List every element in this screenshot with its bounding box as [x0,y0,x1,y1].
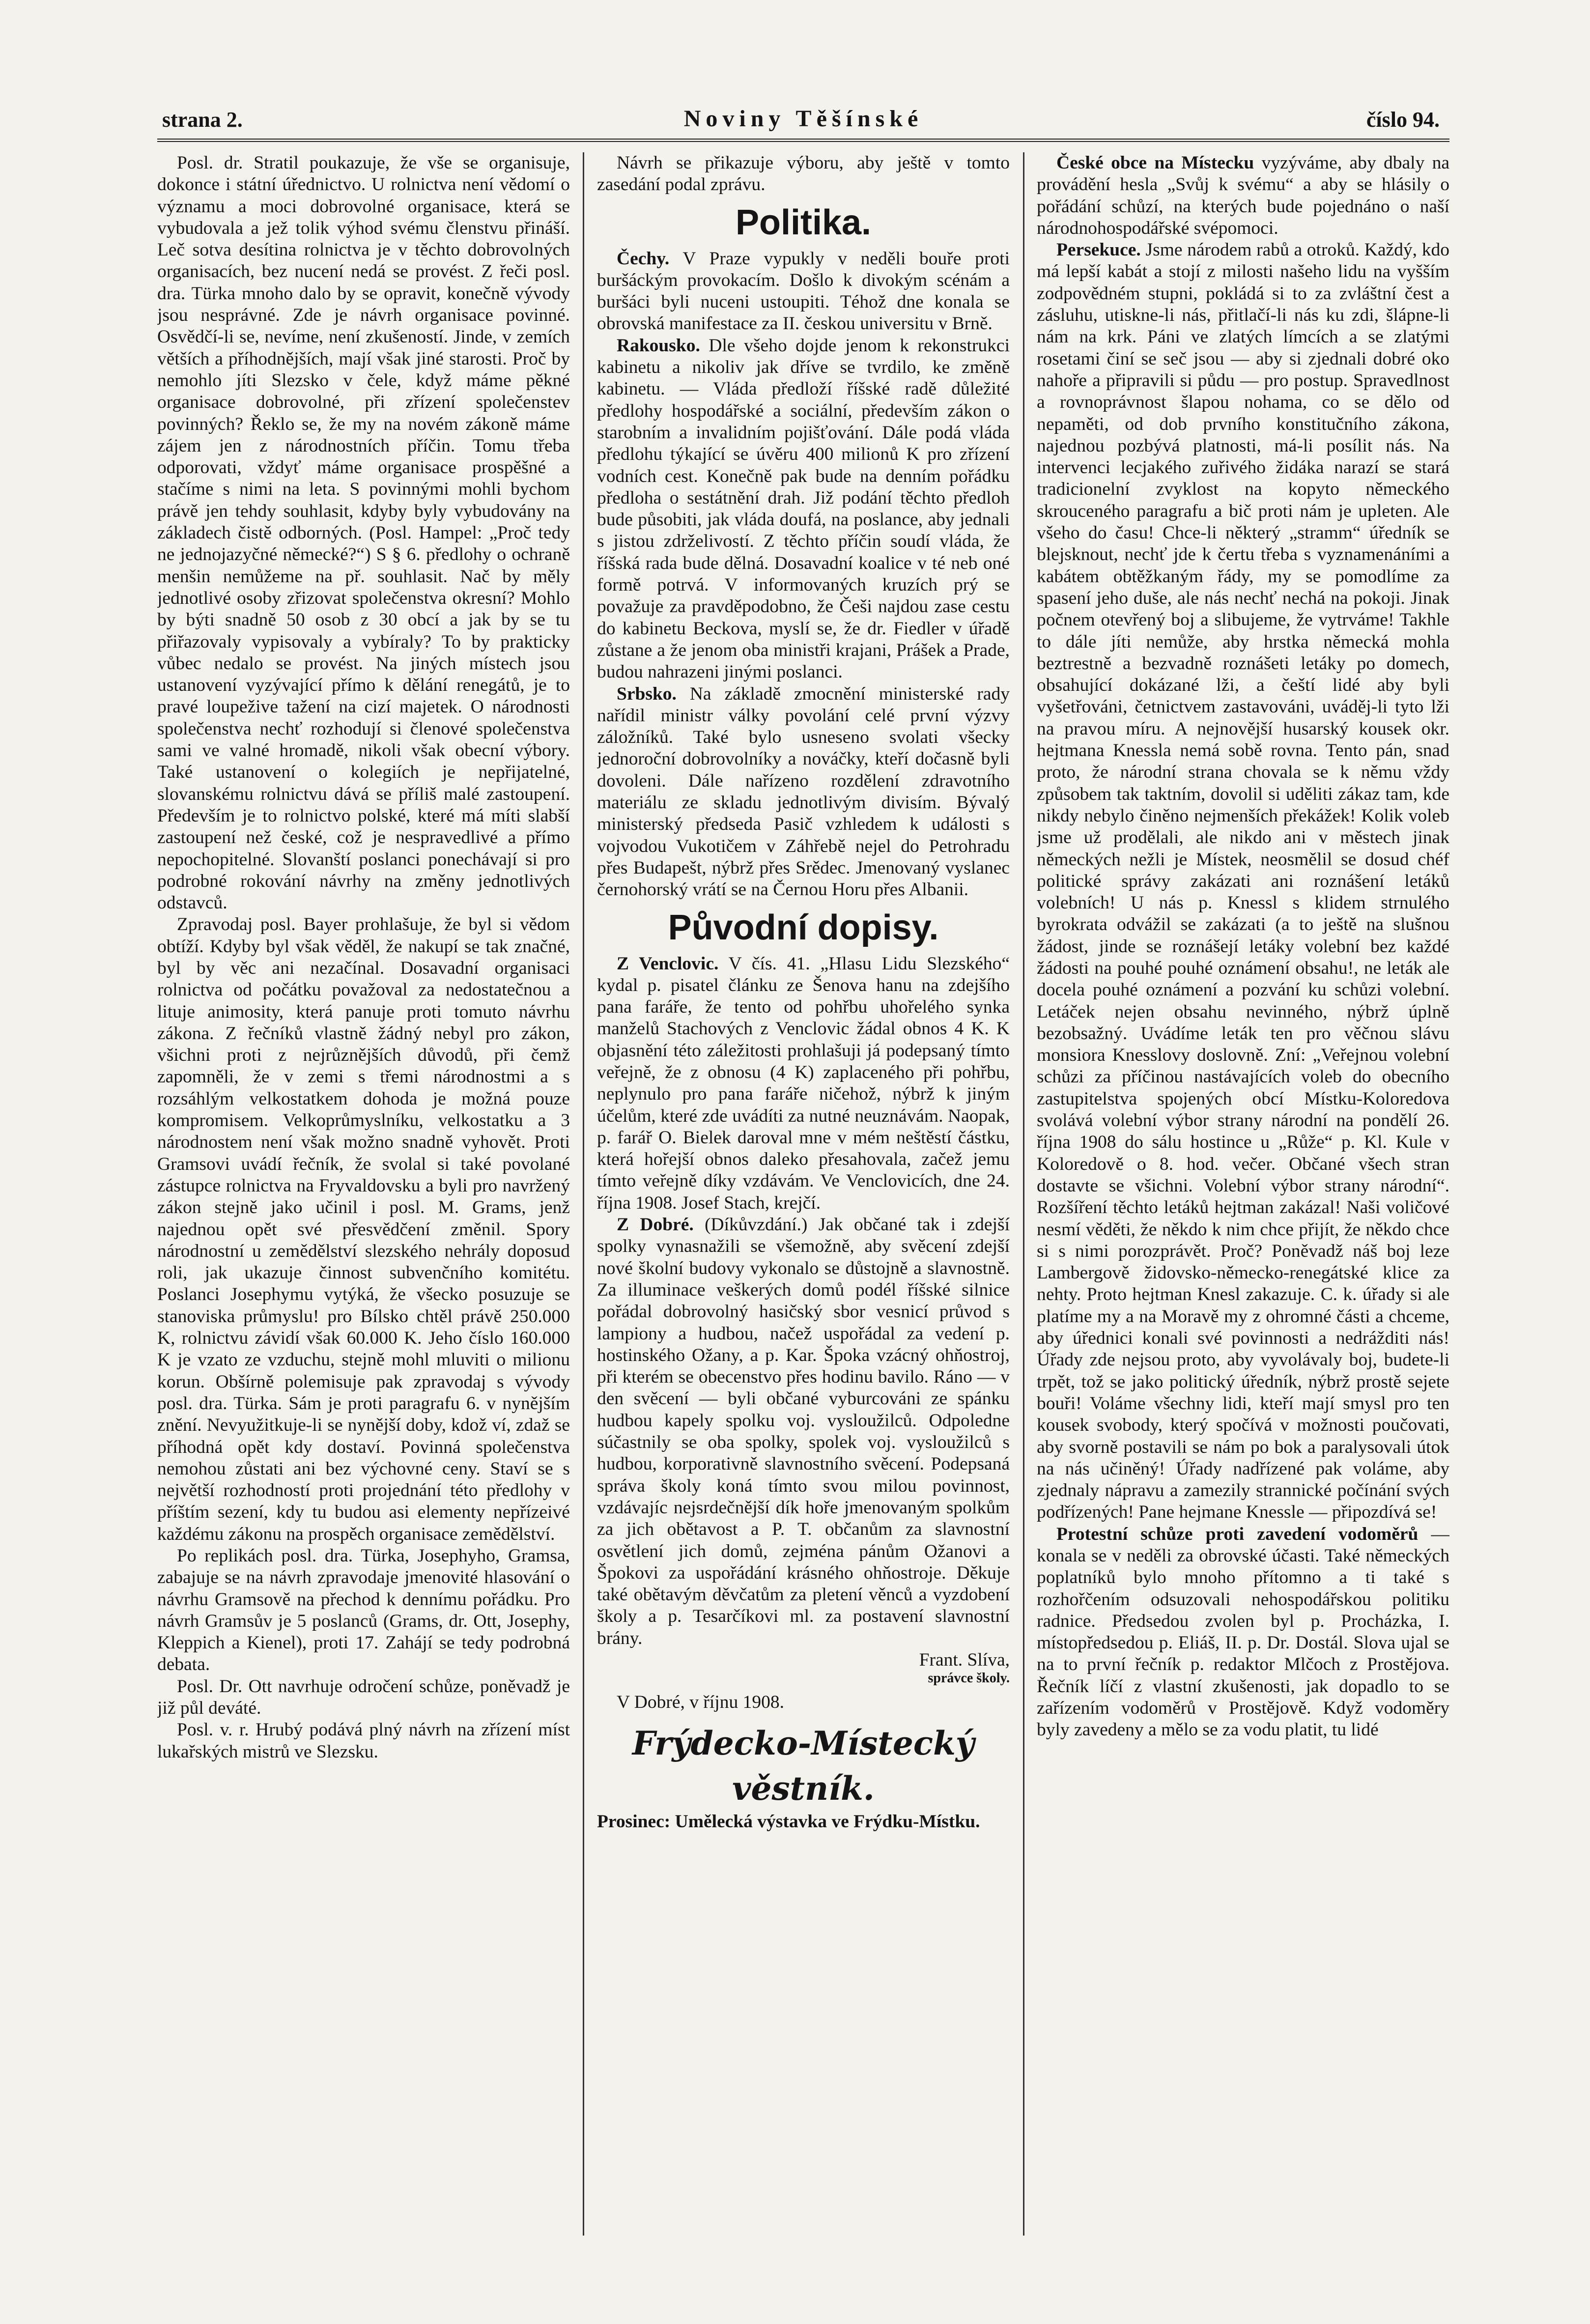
section-heading-politika: Politika. [735,202,872,242]
section-heading-vestnik: Frýdecko-Místecký věstník. [632,1724,975,1808]
news-item-ceske-obce [1037,152,1449,239]
issue-number: číslo 94. [1366,108,1440,132]
news-item-text: V Praze vypukly v neděli bouře proti buršáckým provokacím. Došlo k divokým scénám a buršáci byli nuceni ustoupiti. Téhož dne konala se obrovská manifestace za II. českou universitu v Brně. [597,248,1010,334]
letter-text: V čís. 41. „Hlasu Lidu Slezského“ kydal p. pisatel článku ze Šenova hanu na zdejšího pana faráře, že tento od pohřbu uhořelého synka manželů Stachových z Venclovic žádal obnos 4 K. K objasnění této záležitosti prohlašuji já podepsaný tímto veřejně, že z obnosu (4 K) zaplaceného při pohřbu, neplynulo pro pana faráře ničehož, nýbrž k jiným účelům, které zde uvádíti za nutné neuznávám. Naopak, p. farář O. Bielek daroval mne v mém neštěstí částku, která hořejší obnos daleko přesahovala, začež jemu tímto veřejně díky vzdávám. Ve Venclovicích, dne 24. října 1908. Josef Stach, krejčí. [597,953,1010,1213]
letter-text: (Díkůvzdání.) Jak občané tak i zdejší spolky vynasnažili se všemožně, aby svěcení zdejší nové školní budovy vykonalo se důstojně a slavnostně. Za illuminace veškerých domů podél říšské silnice pořádal dobrovolný hasičský sbor vesnicí průvod s lampiony a hudbou, načež uspořádal za vedení p. hostinského Ožany, a p. Kar. Špoka vzácný ohňostroj, při kterém se obecenstvo přes hodinu bavilo. Ráno — v den svěcení — byli občané vyburcováni ze spánku hudbou kapely spolku voj. vysloužilců. Odpoledne súčastnily se oba spolky, spolek voj. vysloužilců s hudbou, korporativně slavnostního svěcení. Podepsaná správa školy koná tímto svou milou povinnost, vzdávajíc nejsrdečnější dík hoře jmenovaným spolkům za jich obětavost a P. T. občanům za slavnostní osvětlení jich domů, zejména pánům Ožanovi a Špokovi za uspořádání krásného ohňostroje. Děkuje také obětavým děvčatům za pletení věnců a vyzdobení školy a p. Tesarčíkovi ml. za postavení slavnostní brány. [597,1215,1010,1648]
news-item-lead: Persekuce. [1056,240,1141,260]
news-item-rakousko [597,335,1010,683]
dateline: V Dobré, v říjnu 1908. [617,1692,784,1713]
column-divider [1023,152,1024,2236]
article-paragraph: Zpravodaj posl. Bayer prohlašuje, že byl si vědom obtíží. Kdyby byl však věděl, že nakupí se tak značné, byl by věc ani nezačínal. Dosavadní organisaci rolnictva od počátku považoval za nedostatečnou a lituje animosity, která panuje proti tomuto návrhu zákona. Z řečníků vlastně žádný nebyl pro zákon, všichni proti z nejrůznějších důvodů, při čemž zapomněli, že v zemi s třemi národnostmi a s rozsáhlým velkostatkem dohoda je možná pouze kompromisem. Velkoprůmyslníku, velkostatku a 3 národnostem není však možno snadně vyhovět. Proti Gramsovi uvádí řečník, že svolal si také povolané zástupce rolnictva na Fryvaldovsku a byli pro navržený zákon stejně jako učinil i posl. M. Grams, jenž najednou opět své přesvědčení změnil. Spory národnostní u zemědělství slezského nehrály doposud roli, jak ukazuje činnost subvenčního komitétu. Poslanci Josephymu vytýká, že všecko posuzuje se stanoviska průmyslu! pro Bílsko chtěl právě 250.000 K, rolnictvu závidí však 60.000 K. Jeho číslo 160.000 K je vzato ze vzduchu, stejně mohl mluviti o milionu korun. Obšírně polemisuje pak zpravodaj s vývody posl. dra. Türka. Sám je proti paragrafu 6. v nynějším znění. Nevyužitkuje-li se nynější doby, kdož ví, zdaž se příhodná opět kdy dostaví. Povinná společenstva nemohou zůstati ani bez výchovné ceny. Staví se s největší rozhodností proti projednání této předlohy v příštím sezení, kdy tu budou asi elementy nepřízeivé každému zákonu na prospěch organisace zemědělství. [157,914,570,1544]
signature-name: Frant. Slíva, [919,1650,1010,1670]
letter-venclovice [597,953,1010,1215]
letter-dobra [597,1214,1010,1649]
news-item-persekuce [1037,239,1449,1524]
signature-role: správce školy. [928,1671,1010,1686]
article-paragraph: Posl. Dr. Ott navrhuje odročení schůze, poněvadž je již půl deváté. [157,1676,570,1719]
news-item-text: Na základě zmocnění ministerské rady nařídil ministr války povolání celé první výzvy záložníků. Také bylo usneseno svolati všecky jednoroční dobrovolníky a nováčky, kteří dočasně byli dovoleni. Dále nařízeno rozdělení zdravotního materiálu ze skladu jednotlivým divisím. Bývalý ministerský předseda Pasič vzhledem k události s vojvodou Vukotičem v Záhřebě nejel do Petrohradu přes Budapešt, nýbrž přes Srědec. Jmenovaný vyslanec černohorský vrátí se na Černou Horu přes Albanii. [597,683,1010,900]
news-item-text: vyzýváme, aby dbaly na provádění hesla „Svůj k svému“ a aby se hlásily o pořádání schůzí, na kterých bude pojednáno o naší národnohospodářské svépomoci. [1037,153,1449,238]
header-rule [157,139,1449,142]
news-item-lead: České obce na Místecku [1056,153,1254,173]
masthead [157,98,1449,147]
news-item-lead: Čechy. [617,248,670,269]
column-divider [583,152,584,2236]
news-item-text: — konala se v neděli za obrovské účasti. Také německých poplatníků bylo mnoho přítomno a ti také s rozhořčením odsuzovali nehospodářskou politiku radnice. Předsedou zvolen byl p. Procházka, I. místopředsedou p. Eliáš, II. p. Dr. Dostál. Slova ujal se na to první řečník p. redaktor Mlčoch z Prostějova. Řečník líčí z vlastní zkušenosti, jak dopadlo to se zařízením vodoměrů v Prostějově. Když vodoměry byly zavedeny a mělo se za vodu platit, tu lidé [1037,1524,1449,1740]
news-item-text: Dle všeho dojde jenom k rekonstrukci kabinetu a nikoliv jak dříve se tvrdilo, ke změně kabinetu. — Vláda předloží říšské radě důležité předlohy hospodářské a sociální, především zákon o starobním a invalidním pojišťování. Dále podá vláda předlohu týkající se úvěru 400 milionů K pro zřízení vodních cest. Konečně pak bude na denním pořádku předloha o sestátnění drah. Již podání těchto předloh bude působiti, jak vláda doufá, na poslance, aby jednali s jistou zdrželivostí. Z těchto příčin soudí vláda, že říšská rada bude dělná. Dosavadní koalice v té neb oné formě potrvá. V informovaných kruzích prý se považuje za pravděpodobno, že Češi najdou zase cestu do kabinetu Beckova, myslí se, že dr. Fiedler v úřadě zůstane a že jenom oba ministři krajani, Prášek a Prade, budou nahrazeni jinými poslanci. [597,335,1010,682]
newspaper-title: Noviny Těšínské [683,106,923,132]
signature [597,1649,1010,1686]
column-left [157,152,570,2236]
news-item-text: Jsme národem rabů a otroků. Každý, kdo má lepší kabát a stojí z milosti našeho lidu na vyšším zodpovědném stupni, pokládá si to za zvláštní čest a zásluhu, utiskne-li nás, přitlačí-li nás ku zdi, šlápne-li nám na krk. Páni ve zlatých límcích a se zlatými rosetami činí se seč jsou — aby si zjednali dobré oko nahoře a připravili si půdu — pro postup. Spravedlnost a rovnoprávnost šlapou nohama, co se dělo od nepaměti, od dob prvního konstitučního zákona, najednou pozbývá platnosti, má-li posílit nás. Na intervenci lecjakého zuřivého židáka narazí se stará tradicionelní zvyklost na kopyto německého skrouceného paragrafu a bič proti nám je upleten. Ale všeho do času! Chce-li některý „stramm“ úředník se blejsknout, nechť jde k čertu třeba s vyznamenáními a kabátem obtěžkaným řády, my se pomodlíme za spasení jeho duše, ale nás nechť nechá na pokoji. Jinak počnem otevřený boj a slibujeme, že vytrváme! Takhle to dále jíti nemůže, aby hrstka německá mohla beztrestně a bezvadně roznášeti letáky po domech, obsahující dokázané lži, a čeští lidé aby byli vyšetřováni, četnictvem zastavováni, uváděj-li tyto lži na pravou míru. A nejnovější husarský kousek okr. hejtmana Knessla nemá sobě rovna. Tento pán, snad proto, že národní strana chovala se k němu vždy způsobem tak taktním, dovolil si uděliti zákaz tam, kde nikdy nebylo činěno nejmenších překážek! Kolik voleb jsme už prodělali, ale nikdo ani v městech jinak německých nežli je Místek, neosmělil se dosud chéf politické správy zakázati ani roznášení letáků volebních! U nás p. Knessl s klidem strnulého byrokrata odvážil se zakázati (a to ještě na slušnou žádost, jinde se roznášejí letáky volební bez každé žádosti na pouhé pouhé oznámení obsahu!, ne leták ale docela pouhé oznámení a pozvání ku schůzi volební. Letáček nejen obsahu nevinného, nýbrž úplně bezobsažný. Uvádíme leták ten pro věčnou slávu monsiora Knesslovy doslovně. Zní: „Veřejnou volební schůzi za příčinou nastávajících voleb do obecního zastupitelstva spojených obcí Místku-Koloredova svolává volební výbor strany národní na pondělí 26. října 1908 do sálu hostince u „Růže“ p. Kl. Kule v Koloredově o 8. hod. večer. Občané všech stran dostavte se všichni. Volební výbor strany národní“. Rozšíření těchto letáků hejtman zakázal! Naši voličové nesmí věděti, že někdo k nim chce přijít, že někdo chce si s nimi porozprávět. Proč? Poněvadž náš boj leze Lambergově židovsko-německo-renegátské klice za nehty. Proto hejtman Knesl zakazuje. C. k. úřady si ale platíme my a na Moravě my z ohromné části a chceme, aby úřednici konali své povinnosti a nedrážditi nás! Úřady zde nejsou proto, aby vyvolávaly boj, budete-li trpět, tož se jako politický úředník, nýbrž prostě sejete bouři! Voláme všechny lidi, kteří mají smysl pro ten kousek svobody, který spočívá v možnosti poučovati, aby svorně postavili se nám po bok a paralysovali útok na nás učiněný! Úřady nadřízené pak voláme, aby zjednaly nápravu a zamezily strannické počínání svých podřízených! Pane hejmane Knessle — připozdívá se! [1037,240,1449,1523]
page-number: strana 2. [162,108,243,132]
article-paragraph: Posl. dr. Stratil poukazuje, že vše se organisuje, dokonce i státní úřednictvo. U rolnictva není vědomí o významu a moci dobrovolné organisace, která se vybudovala a jež tolik výhod svému členstvu přináší. Leč sotva desítina rolnictva je v těchto dobrovolných organisacích, bez nucení nedá se provést. Z řeči posl. dra. Türka mnoho dalo by se opravit, konečně vývody jsou nesprávné. Zde je návrh organisace povinné. Osvědčí-li se, nevíme, není zkušeností. Jinde, v zemích větších a příhodnějších, mají však jiné starosti. Proč by nemohlo jíti Slezsko v čele, když máme pěkné organisace dobrovolné, při zřízení společenstev povinných? Řeklo se, že my na novém zákoně máme zájem jen z národnostních příčin. Tomu třeba odporovati, vždyť máme organisace prospěšné a stačíme s nimi na leta. S povinnými mohli bychom právě jen tehdy souhlasit, kdyby byly vybudovány na základech čistě odborných. (Posl. Hampel: „Proč tedy ne jednojazyčné německé?“) S § 6. předlohy o ochraně menšin nemůžeme na př. souhlasit. Nač by měly jednotlivé osoby zřizovat společenstva okresní? Mohlo by býti snadně 50 osob z 30 obcí a jak by se tu přiřazovaly vypisovaly a vybíraly? To by prakticky vůbec nedalo se provést. Na jiných místech jsou ustanovení vyzývající přímo k dělání renegátů, je to pravé loupežive tažení na cizí majetek. O národnosti společenstva nechť rozhodují si členové společenstva sami ve valné hromadě, nikoli však obecní výbory. Také ustanovení o kolegiích je nepřijatelné, slovanskému rolnictvu dává se příliš malé zastoupení. Především je to rolnictvo polské, které má míti slabší zastoupení než české, což je nespravedlivé a přímo nepochopitelné. Slovanští poslanci ponechávají si pro podrobné rokování návrhy na změny jednotlivých odstavců. [157,153,570,913]
news-item-protestni-schuze [1037,1524,1449,1741]
news-item-lead: Protestní schůze proti zavedení vodoměrů [1056,1524,1419,1544]
news-item-prosinec: Prosinec: Umělecká výstavka ve Frýdku-Místku. [597,1811,980,1832]
news-item-lead: Rakousko. [617,335,700,356]
article-paragraph: Posl. v. r. Hrubý podává plný návrh na zřízení míst lukařských mistrů ve Slezsku. [157,1720,570,1762]
news-item-srbsko [597,683,1010,901]
section-heading-dopisy: Původní dopisy. [668,907,939,947]
article-paragraph: Návrh se přikazuje výboru, aby ještě v tomto zasedání podal zprávu. [597,153,1010,195]
letter-lead: Z Dobré. [617,1215,694,1235]
article-paragraph: Po replikách posl. dra. Türka, Josephyho, Gramsa, zabajuje se na návrh zpravodaje jmenovité hlasování o návrhu Gramsově na přechod k dennímu pořádku. Pro návrh Gramsův je 5 poslanců (Grams, dr. Ott, Josephy, Kleppich a Kienel), proti 17. Zahájí se tedy podrobná debata. [157,1546,570,1675]
newspaper-page [157,98,1449,2250]
column-middle [597,152,1010,2236]
letter-lead: Z Venclovic. [617,953,719,974]
news-item-cechy [597,248,1010,335]
column-right [1037,152,1449,2236]
news-item-lead: Srbsko. [617,683,677,704]
